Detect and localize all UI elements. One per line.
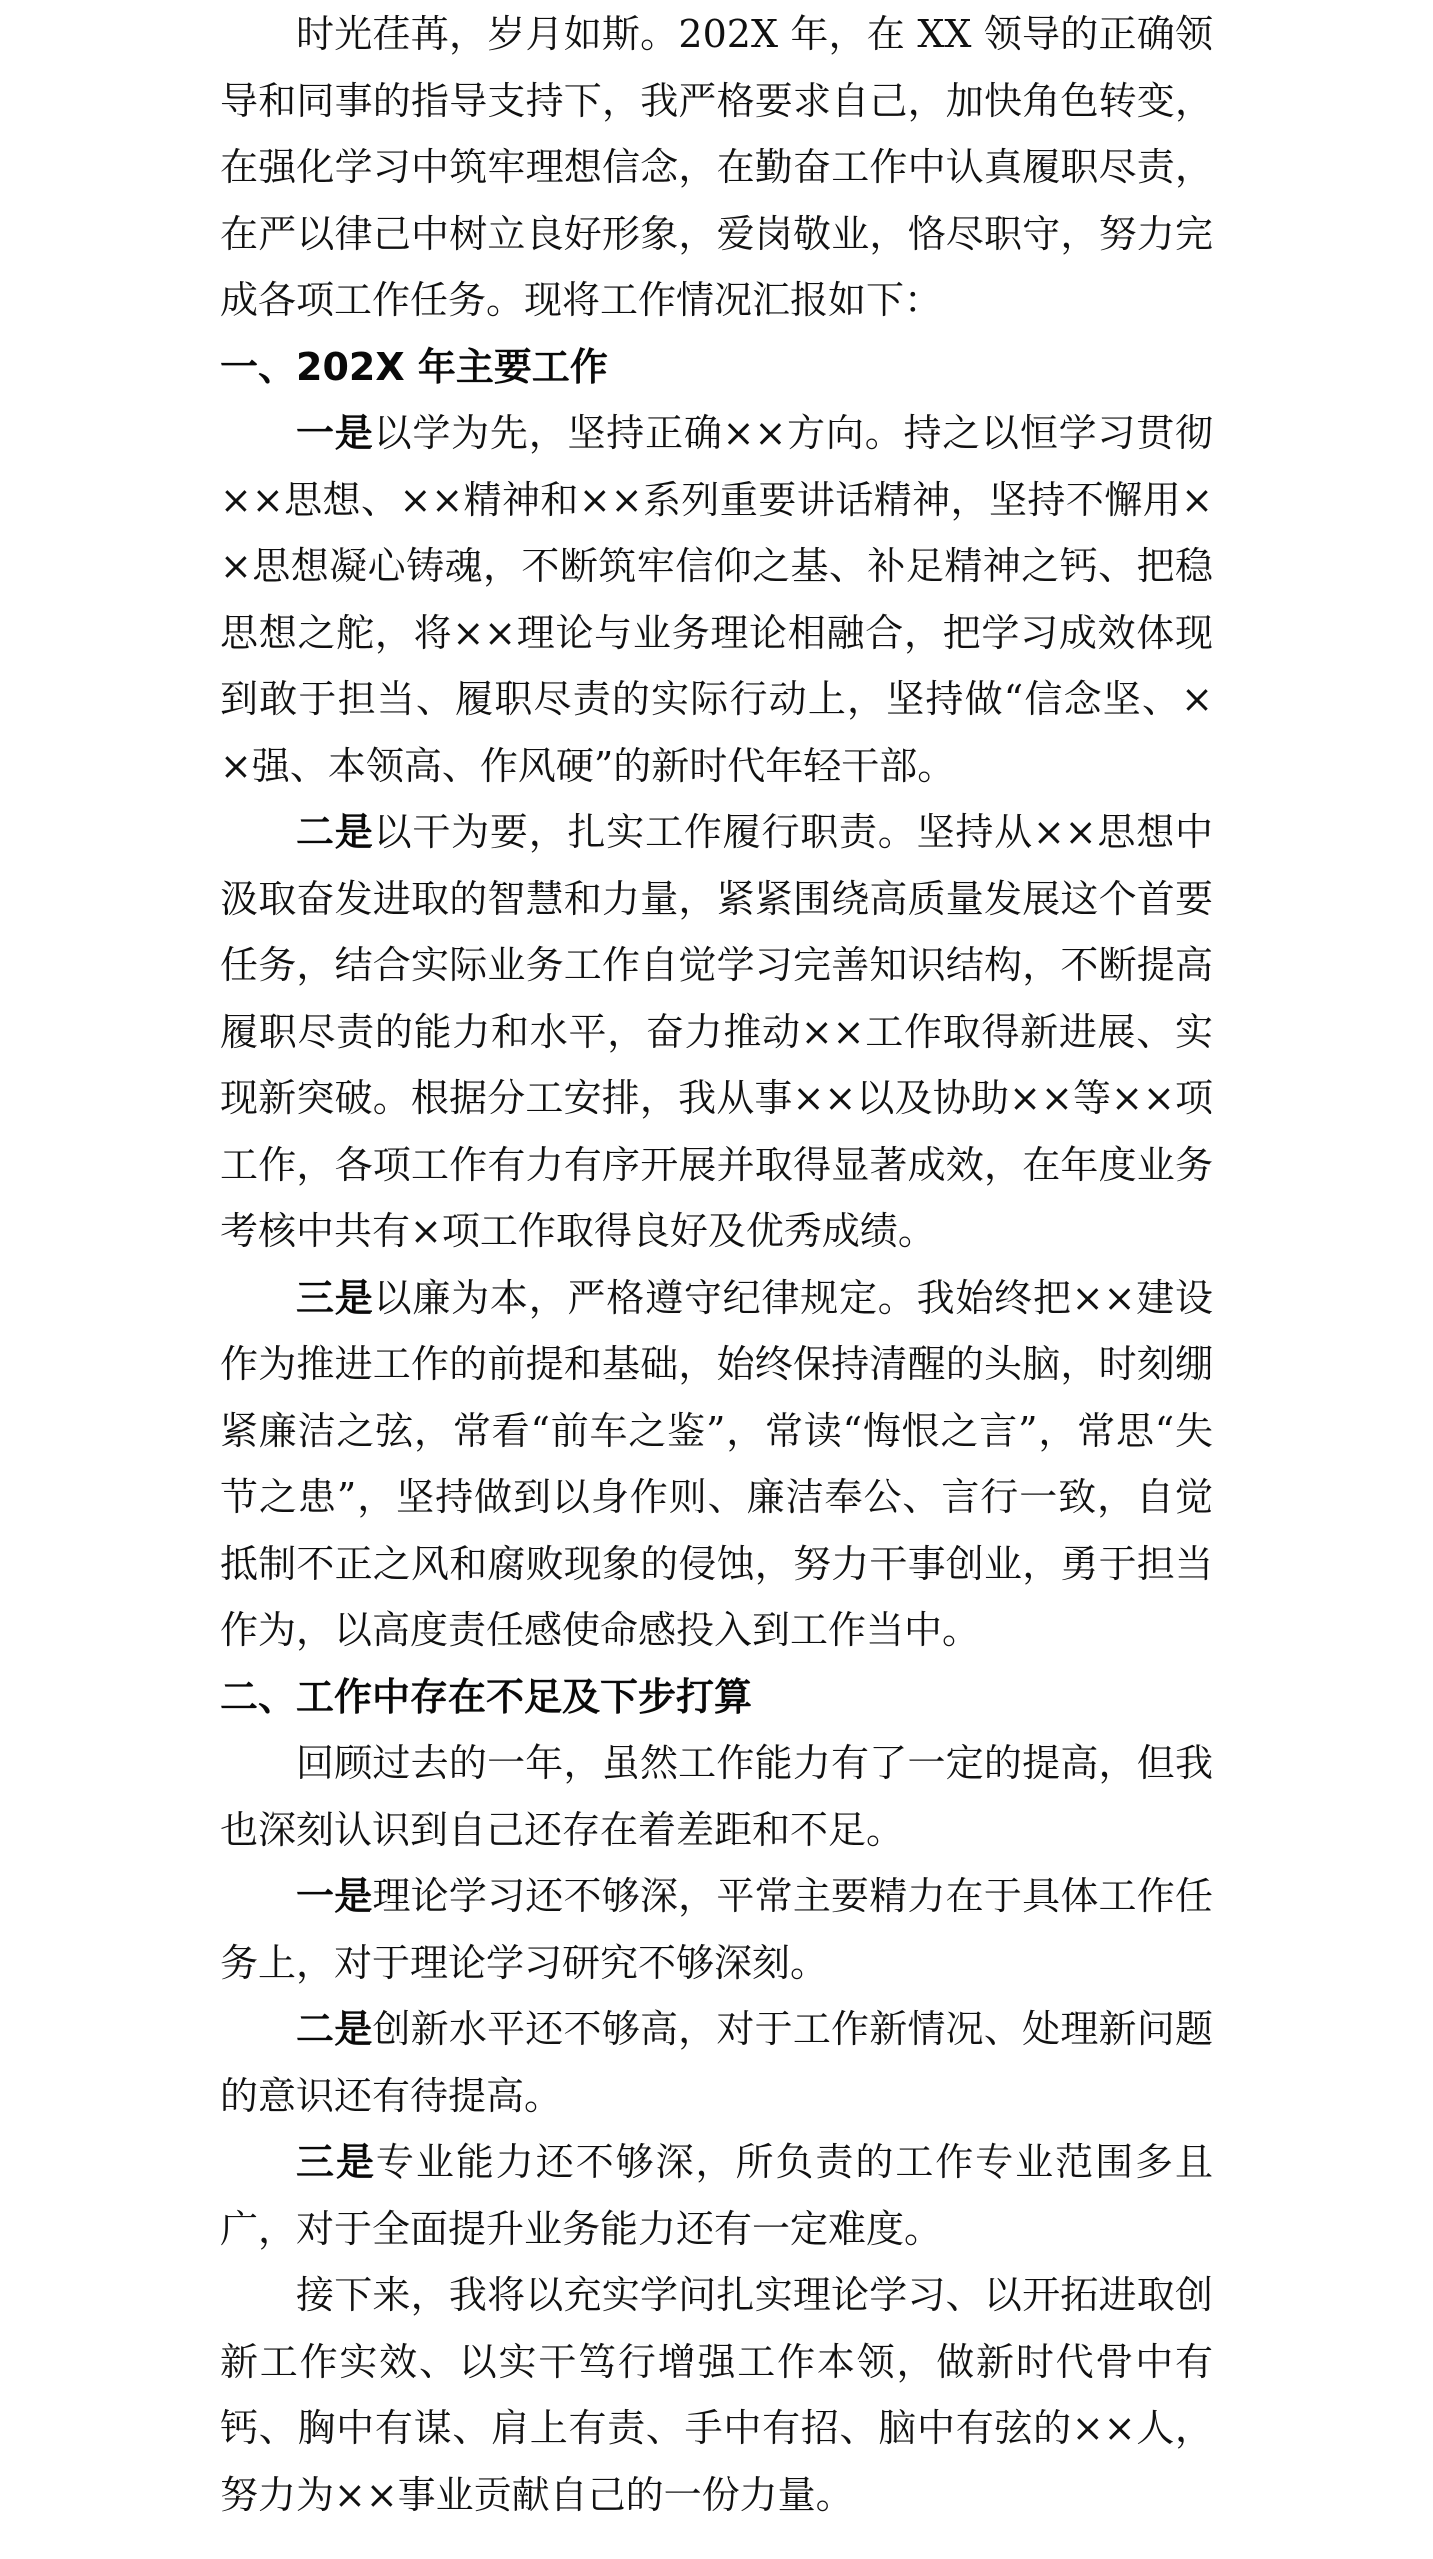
paragraph: 三是专业能力还不够深，所负责的工作专业范围多且广，对于全面提升业务能力还有一定难度。 [220, 2140, 1213, 2251]
paragraph-lead: 三是 [296, 2140, 376, 2184]
paragraph: 一是理论学习还不够深，平常主要精力在于具体工作任务上，对于理论学习研究不够深刻。 [220, 1874, 1213, 1985]
paragraph-lead: 三是 [296, 1275, 374, 1320]
paragraph: 接下来，我将以充实学问扎实理论学习、以开拓进取创新工作实效、以实干笃行增强工作本领，做新时代骨中有钙、胸中有谋、肩上有责、手中有招、脑中有弦的××人，努力为××事业贡献自己的一份力量。 [220, 2273, 1213, 2517]
document-body [220, 1, 1213, 2528]
paragraph-lead: 二是 [296, 810, 374, 854]
paragraph: 回顾过去的一年，虽然工作能力有了一定的提高，但我也深刻认识到自己还存在着差距和不足。 [220, 1741, 1213, 1852]
section-heading: 一、202X 年主要工作 [220, 344, 608, 389]
paragraph-lead: 一是 [296, 1874, 373, 1918]
paragraph-lead: 一是 [296, 411, 374, 455]
paragraph: 二是创新水平还不够高，对于工作新情况、处理新问题的意识还有待提高。 [220, 2007, 1213, 2118]
section-heading: 二、工作中存在不足及下步打算 [220, 1674, 753, 1719]
paragraph: 一是以学为先，坚持正确××方向。持之以恒学习贯彻××思想、××精神和××系列重要讲话精神，坚持不懈用××思想凝心铸魂，不断筑牢信仰之基、补足精神之钙、把稳思想之舵，将××理论与业务理论相融合，把学习成效体现到敢于担当、履职尽责的实际行动上，坚持做“信念坚、××强、本领高、作风硬”的新时代年轻干部。 [220, 411, 1213, 788]
paragraph: 三是以廉为本，严格遵守纪律规定。我始终把××建设作为推进工作的前提和基础，始终保持清醒的头脑，时刻绷紧廉洁之弦，常看“前车之鉴”，常读“悔恨之言”，常思“失节之患”，坚持做到以身作则、廉洁奉公、言行一致，自觉抵制不正之风和腐败现象的侵蚀，努力干事创业，勇于担当作为，以高度责任感使命感投入到工作当中。 [220, 1275, 1213, 1652]
paragraph: 时光荏苒，岁月如斯。202X 年，在 XX 领导的正确领导和同事的指导支持下，我严格要求自己，加快角色转变，在强化学习中筑牢理想信念，在勤奋工作中认真履职尽责，在严以律己中树立良好形象，爱岗敬业，恪尽职守，努力完成各项工作任务。现将工作情况汇报如下： [220, 12, 1213, 322]
paragraph-lead: 二是 [296, 2007, 373, 2051]
paragraph: 二是以干为要，扎实工作履行职责。坚持从××思想中汲取奋发进取的智慧和力量，紧紧围绕高质量发展这个首要任务，结合实际业务工作自觉学习完善知识结构，不断提高履职尽责的能力和水平，奋力推动××工作取得新进展、实现新突破。根据分工安排，我从事××以及协助××等××项工作，各项工作有力有序开展并取得显著成效，在年度业务考核中共有×项工作取得良好及优秀成绩。 [220, 810, 1213, 1253]
